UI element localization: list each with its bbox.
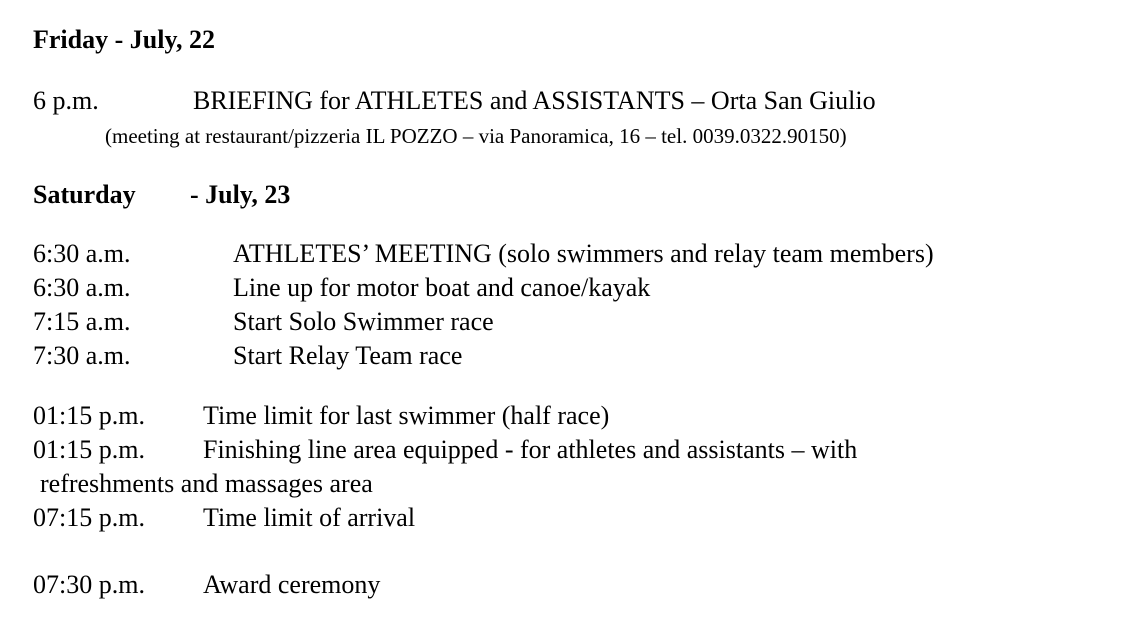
schedule-text: Award ceremony <box>203 570 381 599</box>
schedule-row <box>33 401 1123 431</box>
schedule-row <box>33 273 1123 303</box>
schedule-row-continuation: refreshments and massages area <box>40 469 373 498</box>
schedule-row-briefing <box>33 86 1113 116</box>
friday-heading: Friday - July, 22 <box>33 25 216 54</box>
schedule-text: Finishing line area equipped - for athletes and assistants – with <box>203 435 858 464</box>
schedule-time: 01:15 p.m. <box>33 435 145 464</box>
schedule-text: Start Solo Swimmer race <box>233 307 494 336</box>
schedule-row <box>33 239 1123 269</box>
schedule-time: 07:30 p.m. <box>33 570 145 599</box>
saturday-heading-day: Saturday <box>33 180 136 209</box>
schedule-time: 07:15 p.m. <box>33 503 145 532</box>
saturday-heading-date: - July, 23 <box>190 180 291 209</box>
schedule-time: 01:15 p.m. <box>33 401 145 430</box>
schedule-text: Start Relay Team race <box>233 341 463 370</box>
briefing-note: (meeting at restaurant/pizzeria IL POZZO – via Panoramica, 16 – tel. 0039.0322.90150) <box>105 124 847 148</box>
schedule-time: 6:30 a.m. <box>33 239 131 268</box>
schedule-text: Time limit for last swimmer (half race) <box>203 401 610 430</box>
schedule-time: 6 p.m. <box>33 86 99 115</box>
schedule-time: 7:15 a.m. <box>33 307 131 336</box>
schedule-row <box>33 435 1123 465</box>
schedule-row <box>33 503 1123 533</box>
schedule-time: 6:30 a.m. <box>33 273 131 302</box>
schedule-row <box>33 341 1123 371</box>
schedule-row-ceremony <box>33 570 1123 600</box>
schedule-text: ATHLETES’ MEETING (solo swimmers and relay team members) <box>233 239 934 268</box>
schedule-time: 7:30 a.m. <box>33 341 131 370</box>
schedule-text: BRIEFING for ATHLETES and ASSISTANTS – Orta San Giulio <box>193 86 876 115</box>
saturday-heading <box>33 180 433 210</box>
schedule-row <box>33 307 1123 337</box>
schedule-text: Line up for motor boat and canoe/kayak <box>233 273 651 302</box>
schedule-text: Time limit of arrival <box>203 503 416 532</box>
